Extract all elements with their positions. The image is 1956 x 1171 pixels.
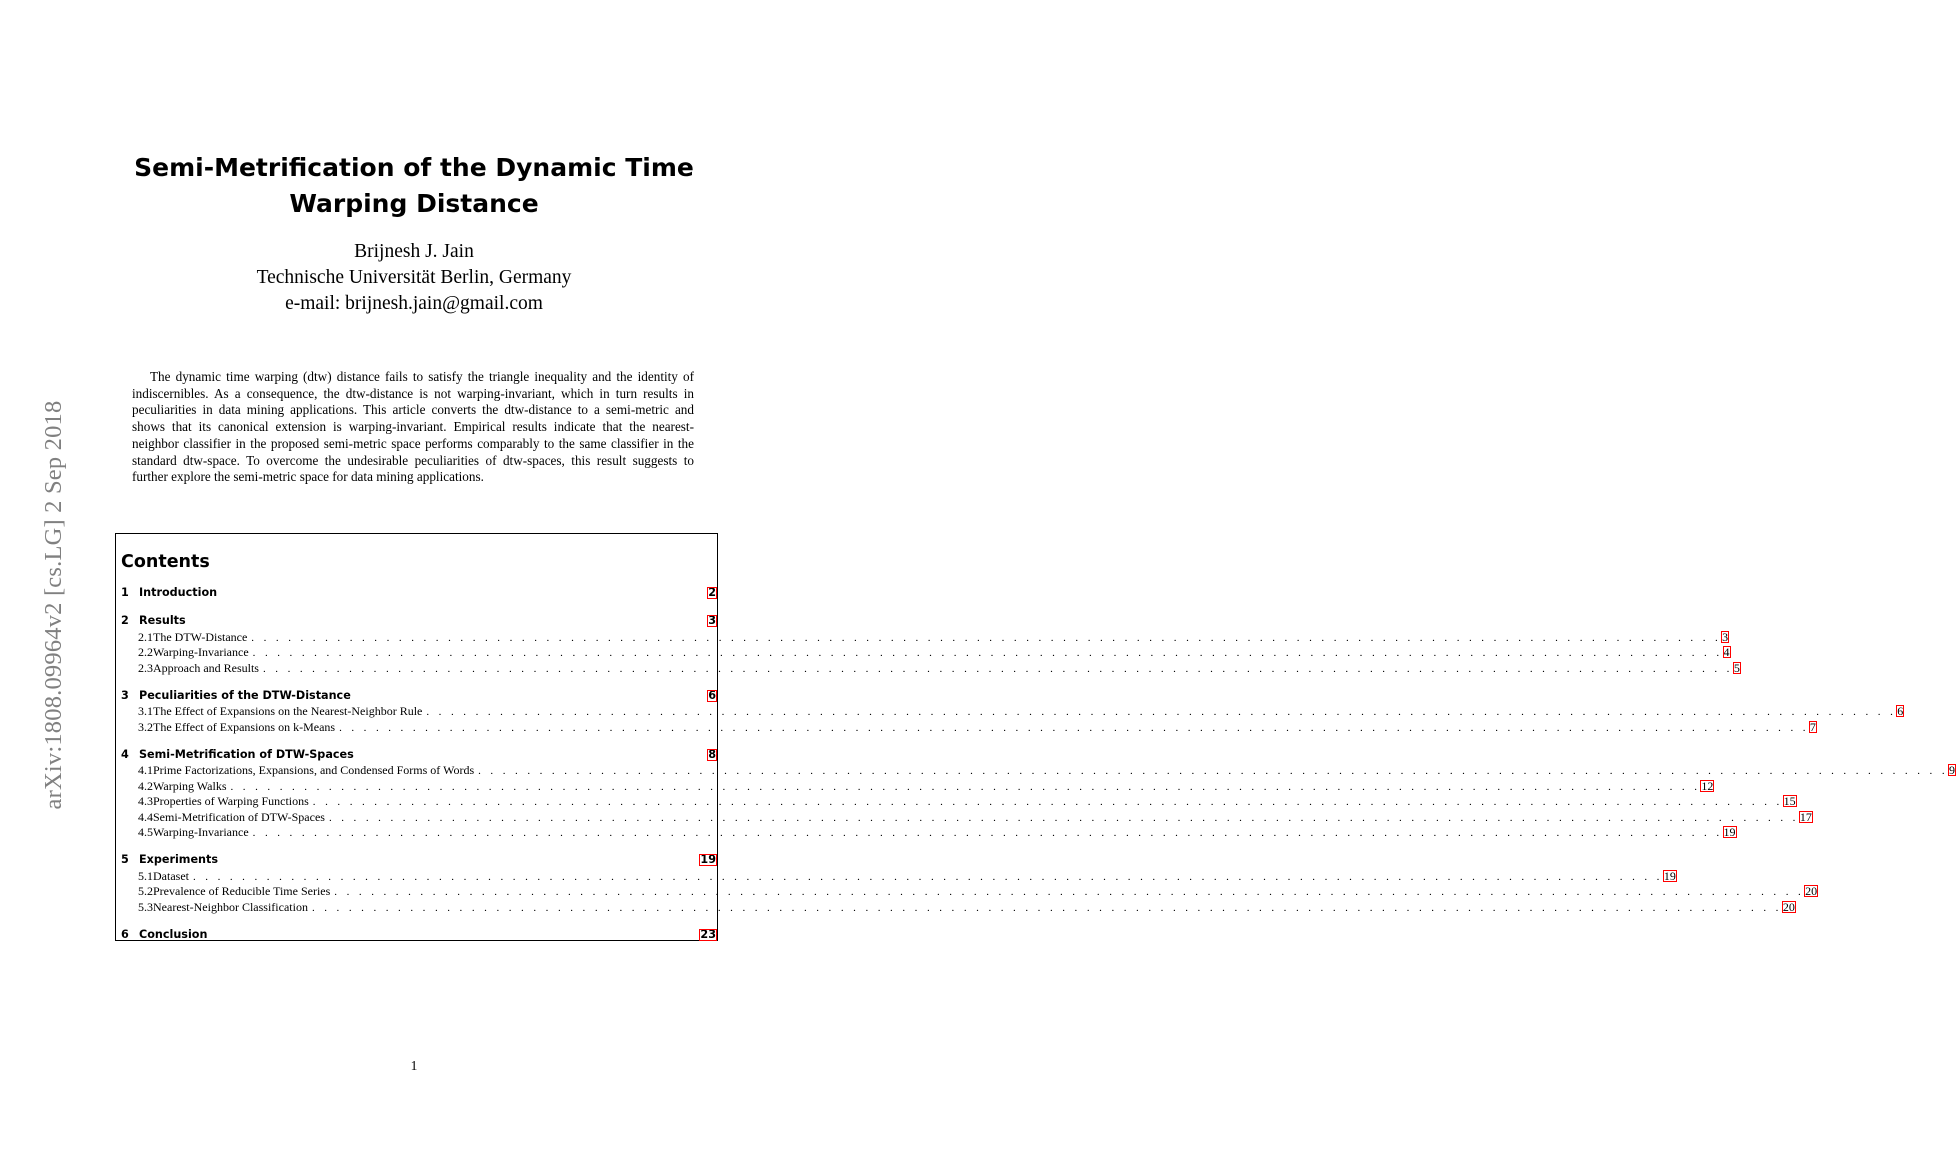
- toc-subsection-number: 4.3: [138, 794, 153, 808]
- toc-subsection-title[interactable]: Semi-Metrification of DTW-Spaces: [153, 809, 325, 824]
- toc-page-link[interactable]: 20: [1805, 884, 1818, 898]
- toc-dot-leader: . . . . . . . . . . . . . . . . . . . . . . . . . . . . . . . . . . . . . . . . . . . . . . . . . . . . . . . . . . . . . . . . . . . . . . . . . . . . . . . . . . . . . . . . . . . . . . . . . . . . . . . . . . . . . . . . . . . . . . . .: [311, 901, 1782, 914]
- toc-subsection-number: 2.1: [138, 629, 153, 644]
- toc-subsection-title[interactable]: Prime Factorizations, Expansions, and Condensed Forms of Words: [153, 763, 475, 777]
- toc-subsection-number: 3.1: [138, 704, 153, 718]
- toc-section-title[interactable]: Conclusion: [139, 927, 208, 941]
- toc-section-row[interactable]: [121, 748, 717, 764]
- table-of-contents: [115, 533, 1955, 941]
- toc-subsection-row[interactable]: [121, 645, 1730, 661]
- toc-subsection-number: 5.3: [138, 899, 153, 914]
- toc-subsection-title[interactable]: The Effect of Expansions on the Nearest-Neighbor Rule: [153, 704, 423, 718]
- toc-dot-leader: . . . . . . . . . . . . . . . . . . . . . . . . . . . . . . . . . . . . . . . . . . . . . . . . . . . . . . . . . . . . . . . . . . . . . . . . . . . . . . . . . . . . . . . . . . . . . . . . . . . . . . . . . . . . . . . . . . . . . . . .: [478, 765, 1948, 777]
- toc-page-link[interactable]: 23: [700, 927, 716, 941]
- page-number: 1: [410, 1058, 418, 1073]
- toc-page-link[interactable]: 3: [1722, 629, 1729, 644]
- toc-subsection-title[interactable]: Approach and Results: [153, 660, 259, 675]
- toc-section-number: 3: [121, 688, 129, 702]
- toc-subsection-number: 5.2: [138, 884, 153, 898]
- title-line-1: Semi-Metrification of the Dynamic Time: [134, 153, 694, 182]
- toc-dot-leader: . . . . . . . . . . . . . . . . . . . . . . . . . . . . . . . . . . . . . . . . . . . . . . . . . . . . . . . . . . . . . . . . . . . . . . . . . . . . . . . . . . . . . . . . . . . . . . . . . . . . . . . . . . . . . . . . . . . . . . . .: [252, 827, 1723, 839]
- toc-section-number: 6: [121, 927, 129, 941]
- toc-section-number: 5: [121, 853, 129, 866]
- toc-section-row[interactable]: [121, 586, 717, 602]
- toc-dot-leader: . . . . . . . . . . . . . . . . . . . . . . . . . . . . . . . . . . . . . . . . . . . . . . . . . . . . . . . . . . . . . . . . . . . . . . . . . . . . . . . . . . . . . . . . . . . . . . . . . . . . . . . . . . . . . . . . . . . . . . . .: [192, 870, 1663, 883]
- toc-section-title[interactable]: Experiments: [139, 853, 219, 866]
- toc-section-row[interactable]: [121, 928, 717, 944]
- toc-page-link[interactable]: 2: [708, 586, 716, 599]
- toc-page-link[interactable]: 15: [1783, 794, 1796, 808]
- toc-page-link[interactable]: 19: [1663, 868, 1676, 883]
- toc-page-link[interactable]: 6: [708, 688, 716, 702]
- toc-section-row[interactable]: [121, 853, 717, 869]
- toc-page-link[interactable]: 6: [1897, 704, 1904, 718]
- toc-page-link[interactable]: 12: [1701, 778, 1714, 793]
- toc-subsection-row[interactable]: [121, 825, 1736, 841]
- title-line-2: Warping Distance: [289, 189, 539, 218]
- toc-page-link[interactable]: 7: [1809, 719, 1816, 734]
- toc-subsection-title[interactable]: Dataset: [153, 868, 189, 883]
- toc-page-link[interactable]: 19: [700, 853, 716, 866]
- toc-subsection-row[interactable]: [121, 704, 1904, 720]
- toc-subsection-title[interactable]: Warping-Invariance: [153, 825, 249, 839]
- toc-subsection-title[interactable]: Properties of Warping Functions: [153, 794, 309, 808]
- toc-subsection-number: 2.3: [138, 660, 153, 675]
- toc-subsection-title[interactable]: Nearest-Neighbor Classification: [153, 899, 308, 914]
- toc-subsection-row[interactable]: [121, 763, 1955, 779]
- author-name: Brijnesh J. Jain: [354, 241, 474, 262]
- toc-section-row[interactable]: [121, 689, 717, 705]
- toc-page-link[interactable]: 17: [1799, 809, 1812, 824]
- toc-subsection-row[interactable]: [121, 629, 1729, 646]
- toc-subsection-number: 4.2: [138, 778, 153, 793]
- toc-heading: Contents: [121, 552, 210, 572]
- abstract: The dynamic time warping (dtw) distance fails to satisfy the triangle inequality and the identity of indiscernibles. As a consequence, the dtw-distance is not warping-invariant, which in turn results in peculiarities in data mining applications. This article converts the dtw-distance to a semi-metric and shows that its canonical extension is warping-invariant. Empirical results indicate that the nearest-neighbor classifier in the proposed semi-metric space performs comparably to the same classifier in the standard dtw-space. To overcome the undesirable peculiarities of dtw-spaces, this result suggests to further explore the semi-metric space for data mining applications.: [132, 369, 694, 485]
- toc-subsection-title[interactable]: Warping Walks: [153, 778, 227, 793]
- toc-subsection-number: 2.2: [138, 645, 153, 659]
- toc-dot-leader: . . . . . . . . . . . . . . . . . . . . . . . . . . . . . . . . . . . . . . . . . . . . . . . . . . . . . . . . . . . . . . . . . . . . . . . . . . . . . . . . . . . . . . . . . . . . . . . . . . . . . . . . . . . . . . . . . . . . . . . .: [252, 647, 1723, 659]
- toc-section-row[interactable]: [121, 614, 717, 630]
- toc-dot-leader: . . . . . . . . . . . . . . . . . . . . . . . . . . . . . . . . . . . . . . . . . . . . . . . . . . . . . . . . . . . . . . . . . . . . . . . . . . . . . . . . . . . . . . . . . . . . . . . . . . . . . . . . . . . . . . . . . . . . . . . .: [426, 706, 1897, 718]
- toc-section-number: 2: [121, 614, 129, 627]
- toc-dot-leader: . . . . . . . . . . . . . . . . . . . . . . . . . . . . . . . . . . . . . . . . . . . . . . . . . . . . . . . . . . . . . . . . . . . . . . . . . . . . . . . . . . . . . . . . . . . . . . . . . . . . . . . . . . . . . . . . . . . . . . . .: [312, 796, 1783, 808]
- toc-subsection-row[interactable]: [121, 868, 1676, 885]
- toc-subsection-row[interactable]: [121, 809, 1812, 826]
- toc-subsection-row[interactable]: [121, 719, 1816, 736]
- toc-dot-leader: . . . . . . . . . . . . . . . . . . . . . . . . . . . . . . . . . . . . . . . . . . . . . . . . . . . . . . . . . . . . . . . . . . . . . . . . . . . . . . . . . . . . . . . . . . . . . . . . . . . . . . . . . . . . . . . . . . . . . . . .: [339, 721, 1809, 734]
- toc-section-title[interactable]: Introduction: [139, 586, 218, 599]
- toc-section-title[interactable]: Semi-Metrification of DTW-Spaces: [139, 747, 354, 761]
- paper-title: [110, 150, 718, 222]
- toc-subsection-row[interactable]: [121, 899, 1795, 916]
- toc-subsection-row[interactable]: [121, 778, 1714, 795]
- toc-section-title[interactable]: Results: [139, 614, 186, 627]
- toc-subsection-number: 3.2: [138, 719, 153, 734]
- toc-dot-leader: . . . . . . . . . . . . . . . . . . . . . . . . . . . . . . . . . . . . . . . . . . . . . . . . . . . . . . . . . . . . . . . . . . . . . . . . . . . . . . . . . . . . . . . . . . . . . . . . . . . . . . . . . . . . . . . . . . . . . . . .: [334, 886, 1805, 898]
- toc-page-link[interactable]: 3: [708, 614, 716, 627]
- toc-dot-leader: . . . . . . . . . . . . . . . . . . . . . . . . . . . . . . . . . . . . . . . . . . . . . . . . . . . . . . . . . . . . . . . . . . . . . . . . . . . . . . . . . . . . . . . . . . . . . . . . . . . . . . . . . . . . . . . . . . . . . . . .: [328, 811, 1799, 824]
- toc-section-number: 1: [121, 586, 129, 599]
- toc-page-link[interactable]: 20: [1782, 899, 1795, 914]
- arxiv-stamp: arXiv:1808.09964v2 [cs.LG] 2 Sep 2018: [40, 400, 67, 810]
- toc-page-link[interactable]: 9: [1948, 763, 1955, 777]
- toc-subsection-number: 4.5: [138, 825, 153, 839]
- toc-subsection-row[interactable]: [121, 884, 1818, 900]
- toc-section-number: 4: [121, 747, 129, 761]
- toc-subsection-number: 4.1: [138, 763, 153, 777]
- toc-subsection-row[interactable]: [121, 794, 1796, 810]
- toc-subsection-number: 5.1: [138, 868, 153, 883]
- author-affiliation: Technische Universität Berlin, Germany: [256, 267, 572, 288]
- toc-page-link[interactable]: 5: [1733, 660, 1740, 675]
- toc-subsection-title[interactable]: Prevalence of Reducible Time Series: [153, 884, 331, 898]
- toc-subsection-title[interactable]: The DTW-Distance: [153, 629, 248, 644]
- toc-page-link[interactable]: 4: [1723, 645, 1730, 659]
- toc-dot-leader: . . . . . . . . . . . . . . . . . . . . . . . . . . . . . . . . . . . . . . . . . . . . . . . . . . . . . . . . . . . . . . . . . . . . . . . . . . . . . . . . . . . . . . . . . . . . . . . . . . . . . . . . . . . . . . . . . . . . . . . .: [230, 780, 1701, 793]
- toc-page-link[interactable]: 19: [1723, 825, 1736, 839]
- author-block: [110, 239, 718, 317]
- toc-section-title[interactable]: Peculiarities of the DTW-Distance: [139, 688, 351, 702]
- toc-page-link[interactable]: 8: [708, 747, 716, 761]
- toc-subsection-number: 4.4: [138, 809, 153, 824]
- author-email: e-mail: brijnesh.jain@gmail.com: [285, 293, 543, 314]
- toc-subsection-title[interactable]: The Effect of Expansions on k-Means: [153, 719, 336, 734]
- toc-subsection-title[interactable]: Warping-Invariance: [153, 645, 249, 659]
- toc-list: [121, 586, 1955, 943]
- toc-subsection-row[interactable]: [121, 660, 1740, 677]
- toc-dot-leader: . . . . . . . . . . . . . . . . . . . . . . . . . . . . . . . . . . . . . . . . . . . . . . . . . . . . . . . . . . . . . . . . . . . . . . . . . . . . . . . . . . . . . . . . . . . . . . . . . . . . . . . . . . . . . . . . . . . . . . . .: [262, 662, 1733, 675]
- toc-dot-leader: . . . . . . . . . . . . . . . . . . . . . . . . . . . . . . . . . . . . . . . . . . . . . . . . . . . . . . . . . . . . . . . . . . . . . . . . . . . . . . . . . . . . . . . . . . . . . . . . . . . . . . . . . . . . . . . . . . . . . . . .: [251, 631, 1722, 644]
